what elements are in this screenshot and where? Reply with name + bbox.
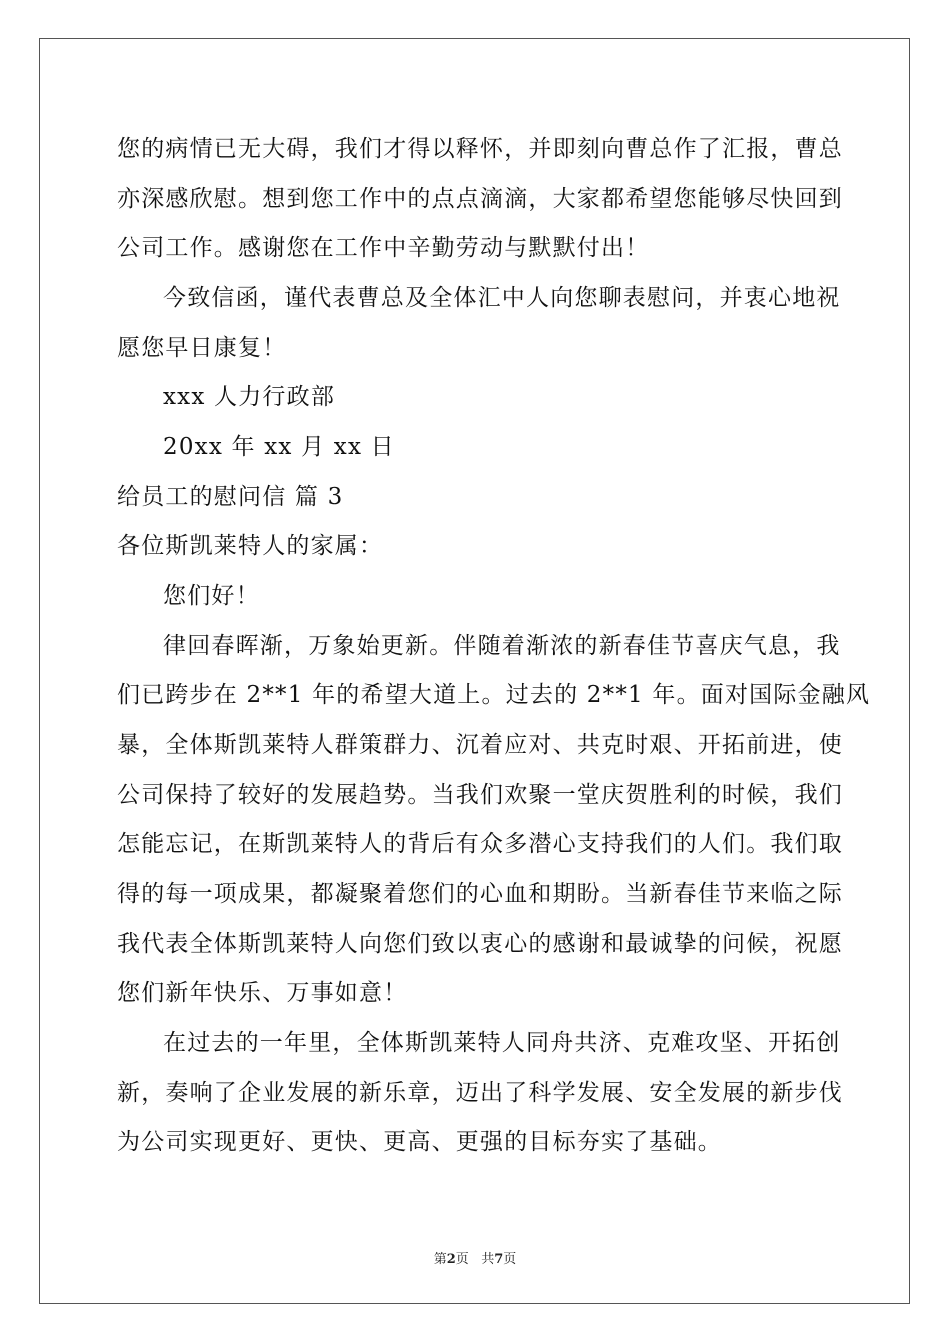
greeting: 您们好！ [163, 583, 260, 609]
page-suffix: 页 [503, 1252, 517, 1267]
body-line: 您们新年快乐、万事如意！ [117, 980, 408, 1006]
body-line: 们已跨步在 2**1 年的希望大道上。过去的 2**1 年。面对国际金融风 [117, 682, 871, 708]
body-line: 公司保持了较好的发展趋势。当我们欢聚一堂庆贺胜利的时候，我们 [117, 782, 843, 808]
current-page-number: 2 [446, 1252, 456, 1267]
total-page-number: 7 [494, 1252, 504, 1267]
body-line: 在过去的一年里，全体斯凯莱特人同舟共济、克难攻坚、开拓创 [163, 1030, 841, 1056]
page-border [39, 38, 910, 1304]
body-line: 得的每一项成果，都凝聚着您们的心血和期盼。当新春佳节来临之际 [117, 881, 843, 907]
page-number-footer [0, 1248, 950, 1267]
body-line: 愿您早日康复！ [117, 335, 287, 361]
body-line: 怎能忘记，在斯凯莱特人的背后有众多潜心支持我们的人们。我们取 [117, 831, 843, 857]
page-prefix: 第 [433, 1252, 447, 1267]
signature-date: 20xx 年 xx 月 xx 日 [163, 434, 395, 460]
body-line: 新，奏响了企业发展的新乐章，迈出了科学发展、安全发展的新步伐 [117, 1080, 843, 1106]
salutation: 各位斯凯莱特人的家属： [117, 533, 384, 559]
section-heading: 给员工的慰问信 篇 3 [117, 484, 344, 510]
body-line: 今致信函，谨代表曹总及全体汇中人向您聊表慰问，并衷心地祝 [163, 285, 841, 311]
body-line: 律回春晖渐，万象始更新。伴随着渐浓的新春佳节喜庆气息，我 [163, 633, 841, 659]
body-line: 亦深感欣慰。想到您工作中的点点滴滴，大家都希望您能够尽快回到 [117, 186, 843, 212]
signature-department: xxx 人力行政部 [163, 384, 336, 410]
page-mid: 页 共 [455, 1252, 495, 1267]
body-line: 我代表全体斯凯莱特人向您们致以衷心的感谢和最诚挚的问候，祝愿 [117, 931, 843, 957]
body-line: 为公司实现更好、更快、更高、更强的目标夯实了基础。 [117, 1129, 722, 1155]
body-line: 暴，全体斯凯莱特人群策群力、沉着应对、共克时艰、开拓前进，使 [117, 732, 843, 758]
body-line: 您的病情已无大碍，我们才得以释怀，并即刻向曹总作了汇报，曹总 [117, 136, 843, 162]
body-line: 公司工作。感谢您在工作中辛勤劳动与默默付出！ [117, 235, 650, 261]
